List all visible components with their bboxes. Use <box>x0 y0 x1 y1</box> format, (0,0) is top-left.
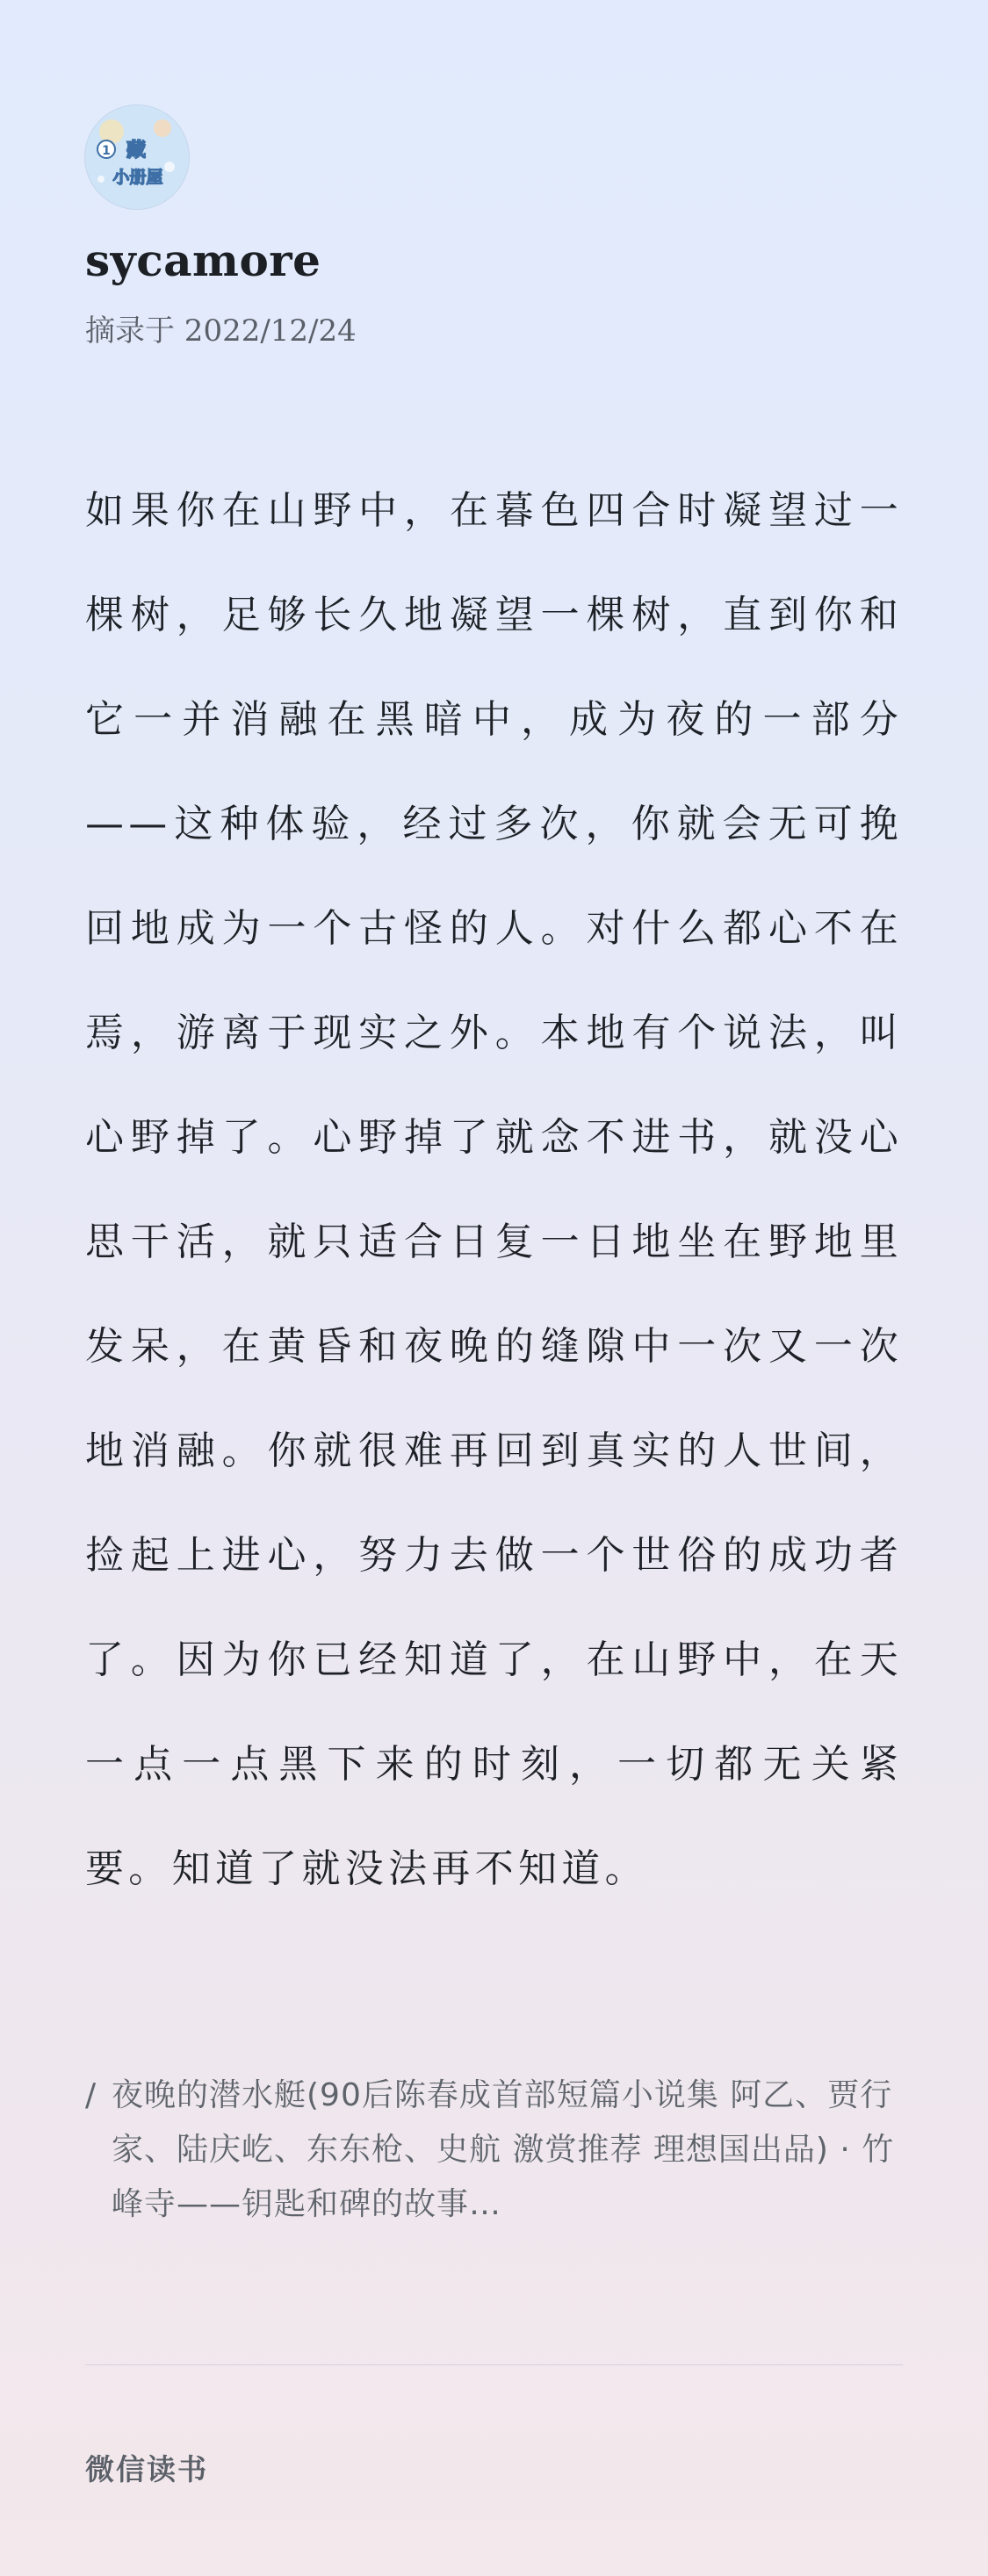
excerpt-card <box>85 0 903 2576</box>
username[interactable]: sycamore <box>85 234 321 286</box>
book-source-title: 夜晚的潜水艇(90后陈春成首部短篇小说集 阿乙、贾行家、陆庆屹、东东枪、史航 激赏推荐 理想国出品) · 竹峰寺——钥匙和碑的故事… <box>112 2077 895 2222</box>
svg-text:小册屋: 小册屋 <box>112 168 163 187</box>
source-slash: / <box>85 2077 97 2113</box>
avatar-illustration <box>85 105 189 209</box>
excerpt-date: 摘录于 2022/12/24 <box>85 313 357 349</box>
user-avatar-icon[interactable] <box>85 105 189 209</box>
app-brand: 微信读书 <box>85 2452 208 2486</box>
svg-text:藏: 藏 <box>126 140 147 162</box>
book-source[interactable] <box>85 2069 903 2232</box>
svg-text:1: 1 <box>102 144 111 158</box>
divider <box>85 2364 903 2365</box>
quote-text: 如果你在山野中，在暮色四合时凝望过一棵树，足够长久地凝望一棵树，直到你和它一并消融在黑暗中，成为夜的一部分——这种体验，经过多次，你就会无可挽回地成为一个古怪的人。对什么都心不在焉，游离于现实之外。本地有个说法，叫心野掉了。心野掉了就念不进书，就没心思干活，就只适合日复一日地坐在野地里发呆，在黄昏和夜晚的缝隙中一次又一次地消融。你就很难再回到真实的人世间，捡起上进心，努力去做一个世俗的成功者了。因为你已经知道了，在山野中，在天一点一点黑下来的时刻，一切都无关紧要。知道了就没法再不知道。 <box>85 488 903 1891</box>
